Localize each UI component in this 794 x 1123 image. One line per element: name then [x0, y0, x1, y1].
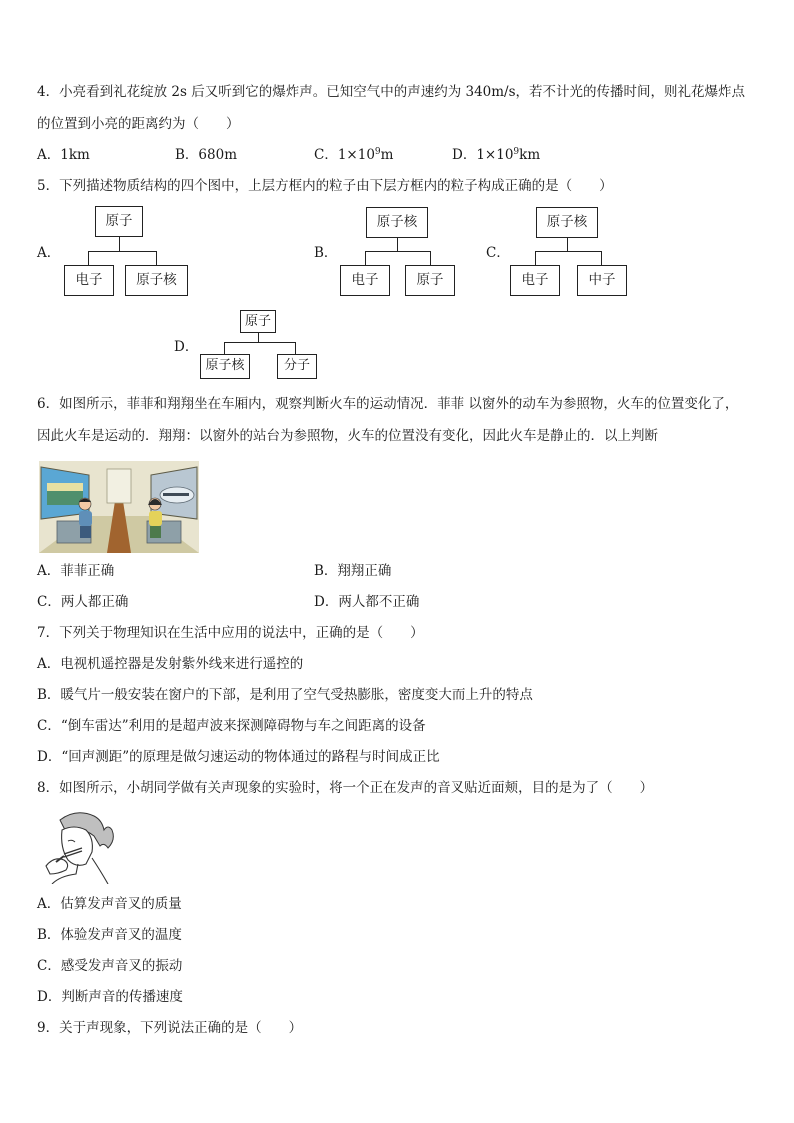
tuning-fork-face-illustration: [42, 808, 118, 884]
train-carriage-illustration: [39, 461, 199, 553]
q5-b-left-box: 电子: [340, 265, 390, 296]
q5-b-connector: [365, 251, 366, 265]
q7-option-b[interactable]: B．暖气片一般安装在窗户的下部，是利用了空气受热膨胀，密度变大而上升的特点: [37, 687, 533, 703]
q6-option-a[interactable]: A．菲菲正确: [37, 563, 115, 579]
q7-option-c[interactable]: C．“倒车雷达”利用的是超声波来探测障碍物与车之间距离的设备: [37, 718, 426, 734]
q4-stem-line2: 的位置到小亮的距离约为（ ）: [37, 116, 240, 132]
q5-a-connector: [156, 251, 157, 265]
q7-option-a[interactable]: A．电视机遥控器是发射紫外线来进行遥控的: [37, 656, 304, 672]
q8-option-c[interactable]: C．感受发声音叉的振动: [37, 958, 183, 974]
q4-option-a[interactable]: A．1km: [37, 147, 90, 163]
q5-option-a-label: A．: [37, 245, 61, 261]
q8-option-a[interactable]: A．估算发声音叉的质量: [37, 896, 182, 912]
q5-d-top-box: 原子: [240, 310, 276, 333]
q5-d-right-box: 分子: [277, 354, 317, 379]
q5-stem: 5．下列描述物质结构的四个图中，上层方框内的粒子由下层方框内的粒子构成正确的是（ ）: [37, 178, 613, 194]
q8-option-b[interactable]: B．体验发声音叉的温度: [37, 927, 182, 943]
q5-b-top-box: 原子核: [366, 207, 428, 238]
q5-b-connector: [397, 238, 398, 251]
q5-c-connector: [601, 251, 602, 265]
q5-c-top-box: 原子核: [536, 207, 598, 238]
q5-a-top-box: 原子: [95, 206, 143, 237]
q4-option-b[interactable]: B．680m: [175, 147, 237, 163]
q4-option-c-unit: m: [380, 147, 394, 163]
q5-b-connector: [430, 251, 431, 265]
q7-stem: 7．下列关于物理知识在生活中应用的说法中，正确的是（ ）: [37, 625, 424, 641]
q6-option-c[interactable]: C．两人都正确: [37, 594, 129, 610]
q5-option-c-label: C．: [486, 245, 510, 261]
q5-b-right-box: 原子: [405, 265, 455, 296]
q4-option-d-exponent: 9: [513, 147, 520, 157]
q5-d-connector: [258, 333, 259, 342]
q5-d-left-box: 原子核: [200, 354, 250, 379]
q5-c-right-box: 中子: [577, 265, 627, 296]
q5-b-connector: [365, 251, 431, 252]
q5-c-connector: [535, 251, 602, 252]
q5-a-left-box: 电子: [64, 265, 114, 296]
q5-a-right-box: 原子核: [125, 265, 188, 296]
q5-c-connector: [567, 238, 568, 251]
q4-option-c-text: C．1×10: [314, 147, 375, 163]
q4-option-d-unit: km: [519, 147, 541, 163]
q5-d-connector: [224, 342, 225, 354]
q8-stem: 8．如图所示，小胡同学做有关声现象的实验时，将一个正在发声的音叉贴近面颊，目的是为了（ ）: [37, 780, 654, 796]
q4-stem-line1: 4．小亮看到礼花绽放 2s 后又听到它的爆炸声。已知空气中的声速约为 340m/s，若不计光的传播时间，则礼花爆炸点: [37, 84, 746, 100]
q5-option-b-label: B．: [314, 245, 338, 261]
q5-d-connector: [295, 342, 296, 354]
q5-c-connector: [535, 251, 536, 265]
q5-option-d-label: D．: [174, 339, 199, 355]
q6-option-d[interactable]: D．两人都不正确: [314, 594, 420, 610]
q9-stem: 9．关于声现象，下列说法正确的是（ ）: [37, 1020, 303, 1036]
q7-option-d[interactable]: D．“回声测距”的原理是做匀速运动的物体通过的路程与时间成正比: [37, 749, 440, 765]
q5-a-connector: [88, 251, 157, 252]
q5-a-connector: [88, 251, 89, 265]
q6-stem-line1: 6．如图所示，菲菲和翔翔坐在车厢内，观察判断火车的运动情况．菲菲 以窗外的动车为参照物，火车的位置变化了，: [37, 396, 739, 412]
q6-option-b[interactable]: B．翔翔正确: [314, 563, 392, 579]
q4-option-c-exponent: 9: [374, 147, 381, 157]
q5-c-left-box: 电子: [510, 265, 560, 296]
q6-stem-line2: 因此火车是运动的．翔翔：以窗外的站台为参照物，火车的位置没有变化，因此火车是静止的．以上判断: [37, 428, 658, 444]
q5-d-connector: [224, 342, 296, 343]
q4-option-d-text: D．1×10: [452, 147, 514, 163]
q4-option-c[interactable]: [314, 146, 393, 164]
q8-option-d[interactable]: D．判断声音的传播速度: [37, 989, 183, 1005]
q5-a-connector: [119, 237, 120, 251]
q4-option-d[interactable]: [452, 146, 540, 164]
